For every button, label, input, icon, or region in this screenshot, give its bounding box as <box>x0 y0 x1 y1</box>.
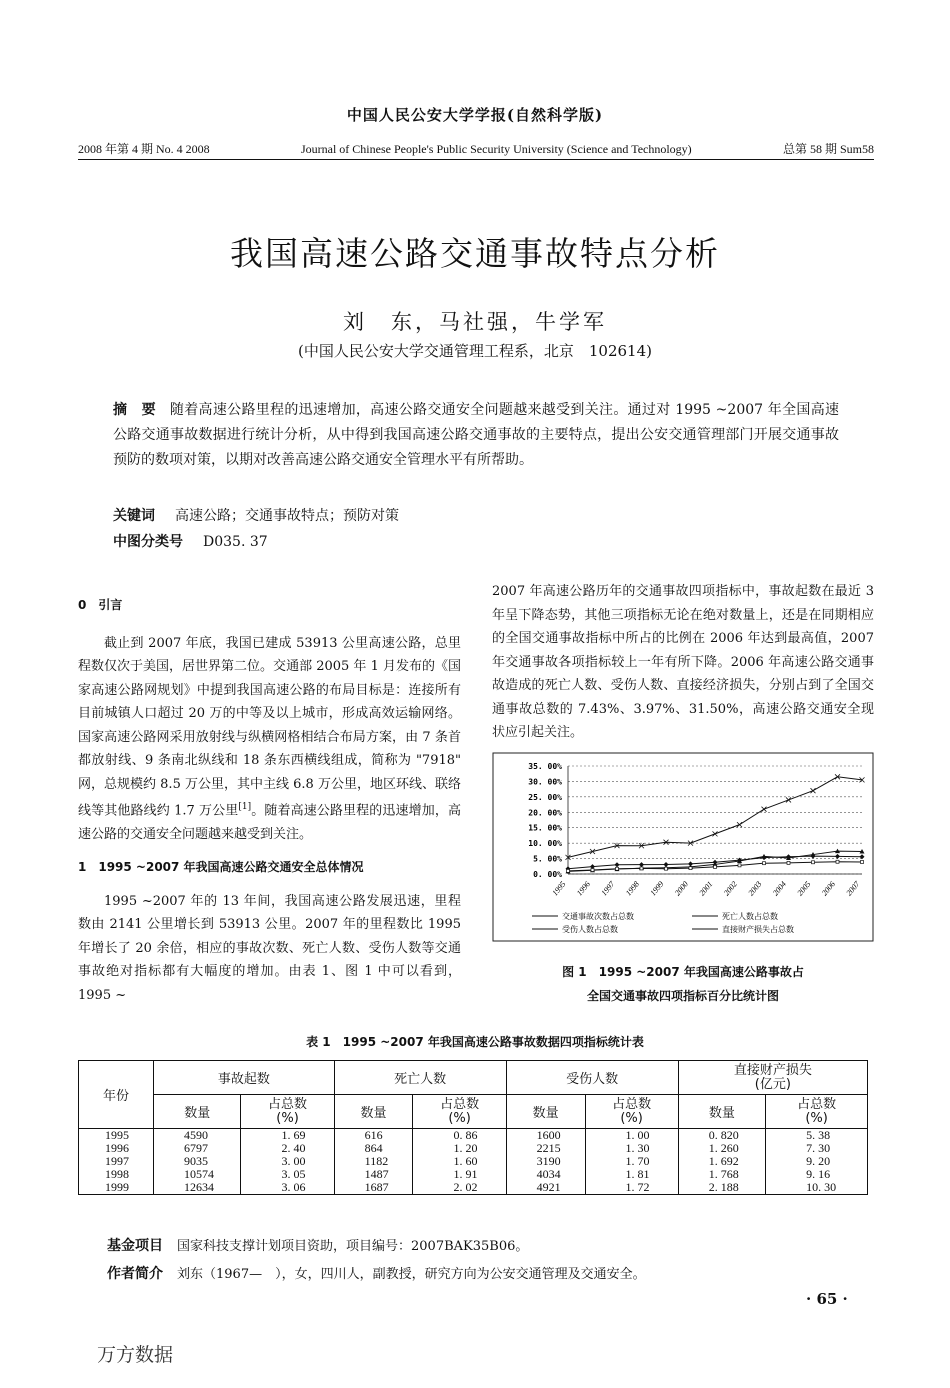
y-tick-label: 30. 00% <box>528 777 562 787</box>
section-1-heading: 1 1995 ~2007 年我国高速公路交通安全总体情况 <box>78 860 364 875</box>
citation-1: [1] <box>238 802 252 812</box>
x-tick-label: 1996 <box>574 879 593 898</box>
issue-center: Journal of Chinese People's Public Security University (Science and Technology) <box>300 142 692 156</box>
data-point <box>763 862 766 865</box>
x-tick-label: 1999 <box>648 879 666 898</box>
table-cell: 1. 20 <box>413 1142 506 1155</box>
table-cell: 2215 <box>506 1142 585 1155</box>
figure-caption-line-2: 全国交通事故四项指标百分比统计图 <box>586 989 779 1003</box>
table-cell: 7. 30 <box>766 1142 868 1155</box>
x-tick-label: 2003 <box>746 879 764 898</box>
table-cell: 2. 188 <box>678 1181 765 1195</box>
x-tick-label: 2002 <box>721 879 740 898</box>
table-cell: 3. 05 <box>241 1168 334 1181</box>
x-tick-label: 2001 <box>697 879 715 898</box>
table-cell: 3. 06 <box>241 1181 334 1195</box>
section-0-heading: 0 引言 <box>78 598 123 612</box>
table-cell: 10574 <box>154 1168 241 1181</box>
watermark: 万方数据 <box>97 1344 174 1366</box>
table-cell: 1. 30 <box>585 1142 678 1155</box>
abstract-label: 摘 要 <box>113 402 156 418</box>
paper-title: 我国高速公路交通事故特点分析 <box>230 234 720 273</box>
authors: 刘 东，马社强，牛学军 <box>343 310 607 334</box>
year-cell: 1998 <box>79 1168 154 1181</box>
keywords-text: 高速公路；交通事故特点；预防对策 <box>175 508 399 524</box>
x-tick-label: 2006 <box>819 879 838 898</box>
table-row <box>79 1181 868 1195</box>
y-tick-label: 25. 00% <box>528 792 562 802</box>
right-column <box>492 580 874 745</box>
table-cell: 1. 91 <box>413 1168 506 1181</box>
table-cell: 1182 <box>334 1155 413 1168</box>
table-cell: 1487 <box>334 1168 413 1181</box>
author-bio <box>107 1263 646 1283</box>
keywords-label: 关键词 <box>113 508 155 524</box>
funding-label: 基金项目 <box>107 1238 163 1254</box>
table-cell: 1. 692 <box>678 1155 765 1168</box>
sub-header-pct: 占总数 (%) <box>766 1095 868 1129</box>
data-point <box>616 867 619 870</box>
sub-header-count: 数量 <box>506 1095 585 1129</box>
x-tick-label: 2007 <box>844 879 862 898</box>
table-cell: 10. 30 <box>766 1181 868 1195</box>
keywords <box>113 505 399 525</box>
table-cell: 4590 <box>154 1129 241 1143</box>
table-cell: 1. 70 <box>585 1155 678 1168</box>
x-tick-label: 2004 <box>770 879 789 898</box>
table-cell: 6797 <box>154 1142 241 1155</box>
table-cell: 3. 00 <box>241 1155 334 1168</box>
legend-label: 交通事故次数占总数 <box>562 912 634 921</box>
table-cell: 0. 820 <box>678 1129 765 1143</box>
table-cell: 864 <box>334 1142 413 1155</box>
table-cell: 1. 60 <box>413 1155 506 1168</box>
table-cell: 2. 40 <box>241 1142 334 1155</box>
issue-right: 总第 58 期 Sum58 <box>782 142 874 156</box>
data-point <box>738 864 741 867</box>
table-cell: 1. 260 <box>678 1142 765 1155</box>
table-row <box>79 1129 868 1143</box>
table-cell: 12634 <box>154 1181 241 1195</box>
table-cell: 1. 72 <box>585 1181 678 1195</box>
x-tick-label: 2005 <box>795 879 813 898</box>
data-point <box>714 865 717 868</box>
bio-label: 作者简介 <box>107 1266 163 1282</box>
x-tick-label: 1998 <box>623 879 642 898</box>
y-tick-label: 20. 00% <box>528 808 562 818</box>
group-header: 受伤人数 <box>506 1061 678 1095</box>
table-cell: 1. 81 <box>585 1168 678 1181</box>
year-cell: 1996 <box>79 1142 154 1155</box>
page-number: · 65 · <box>806 1290 848 1308</box>
sub-header-pct: 占总数 (%) <box>413 1095 506 1129</box>
figure-caption-line-1: 图 1 1995 ~2007 年我国高速公路事故占 <box>562 965 804 979</box>
right-paragraph: 2007 年高速公路历年的交通事故四项指标中，事故起数在最近 3 年呈下降态势，其他三项指标无论在绝对数量上，还是在同期相应的全国交通事故指标中所占的比例在 2006 年达到最高值，2007 年交通事故各项指标较上一年有所下降。2006 年高速公路交通事故造成的死亡人数、受伤人数、直接经济损失，分别占到了全国交通事故总数的 7.43%、3.97%、31.50%，高速公路交通安全现状应引起关注。 <box>492 584 874 740</box>
table-cell: 4921 <box>506 1181 585 1195</box>
sub-header-pct: 占总数 (%) <box>241 1095 334 1129</box>
data-point <box>689 867 692 870</box>
bio-text: 刘东（1967— ），女，四川人，副教授，研究方向为公安交通管理及交通安全。 <box>177 1267 646 1282</box>
data-table <box>78 1060 868 1195</box>
y-tick-label: 0. 00% <box>533 870 562 879</box>
year-cell: 1997 <box>79 1155 154 1168</box>
issue-left: 2008 年第 4 期 No. 4 2008 <box>78 142 210 156</box>
table-cell: 5. 38 <box>766 1129 868 1143</box>
table-cell: 2. 02 <box>413 1181 506 1195</box>
sub-header-count: 数量 <box>678 1095 765 1129</box>
table-cell: 1. 00 <box>585 1129 678 1143</box>
year-header: 年份 <box>79 1061 154 1129</box>
legend-label: 直接财产损失占总数 <box>722 925 794 934</box>
table-cell: 1. 69 <box>241 1129 334 1143</box>
group-header: 死亡人数 <box>334 1061 506 1095</box>
data-point <box>836 860 839 863</box>
data-point <box>812 861 815 864</box>
table-cell: 9. 20 <box>766 1155 868 1168</box>
clc-number <box>113 531 268 551</box>
y-tick-label: 35. 00% <box>528 762 562 771</box>
affiliation: (中国人民公安大学交通管理工程系，北京 102614) <box>298 342 652 360</box>
year-cell: 1999 <box>79 1181 154 1195</box>
y-tick-label: 5. 00% <box>533 854 562 864</box>
table-cell: 1. 768 <box>678 1168 765 1181</box>
sub-header-count: 数量 <box>334 1095 413 1129</box>
legend-label: 死亡人数占总数 <box>722 912 778 921</box>
sub-header-pct: 占总数 (%) <box>585 1095 678 1129</box>
intro-tail: 。随着高速公路里程的迅速增加，高速公路的交通安全问题越来越受到关注。 <box>78 803 461 842</box>
table-cell: 3190 <box>506 1155 585 1168</box>
table-caption: 表 1 1995 ~2007 年我国高速公路事故数据四项指标统计表 <box>306 1035 644 1049</box>
table-cell: 616 <box>334 1129 413 1143</box>
clc-text: D035. 37 <box>203 534 268 550</box>
figure-1-chart <box>492 752 874 942</box>
legend-label: 受伤人数占总数 <box>562 925 618 934</box>
sub-header-count: 数量 <box>154 1095 241 1129</box>
funding-text: 国家科技支撑计划项目资助，项目编号：2007BAK35B06。 <box>177 1239 529 1254</box>
data-point <box>787 861 790 864</box>
table-cell: 9035 <box>154 1155 241 1168</box>
x-tick-label: 2000 <box>672 879 691 898</box>
table-cell: 4034 <box>506 1168 585 1181</box>
table-cell: 0. 86 <box>413 1129 506 1143</box>
y-tick-label: 10. 00% <box>528 839 562 849</box>
data-point <box>567 869 570 872</box>
y-tick-label: 15. 00% <box>528 823 562 833</box>
group-header: 事故起数 <box>154 1061 335 1095</box>
data-point <box>861 860 864 863</box>
x-tick-label: 1995 <box>550 879 568 898</box>
data-point <box>640 867 643 870</box>
left-column <box>78 594 461 1007</box>
figure-caption <box>492 960 874 1008</box>
section-1-paragraph: 1995 ~2007 年的 13 年间，我国高速公路发展迅速，里程数由 2141 公里增长到 53913 公里。2007 年的里程数比 1995 年增长了 20 余倍，相应的事故次数、死亡人数、受伤人数等交通事故绝对指标都有大幅度的增加。由表 1、图 1 中可以看到，1995 ~ <box>78 893 461 1003</box>
intro-text: 截止到 2007 年底，我国已建成 53913 公里高速公路，总里程数仅次于美国，居世界第二位。交通部 2005 年 1 月发布的《国家高速公路网规划》中提到我国高速公路的布局目标是：连接所有目前城镇人口超过 20 万的中等及以上城市，形成高效运输网络。国家高速公路网采用放射线与纵横网格相结合布局方案，由 7 条首都放射线、9 条南北纵线和 18 条东西横线组成，简称为 "7918" 网，总规模约 8.5 万公里，其中主线 6.8 万公里，地区环线、联络线等其他路线约 1.7 万公里 <box>78 635 461 819</box>
table-cell: 1687 <box>334 1181 413 1195</box>
group-header: 直接财产损失 (亿元) <box>678 1061 867 1095</box>
data-point <box>665 867 668 870</box>
funding-note <box>107 1235 528 1255</box>
data-point <box>591 868 594 871</box>
year-cell: 1995 <box>79 1129 154 1143</box>
table-cell: 1600 <box>506 1129 585 1143</box>
abstract <box>113 398 839 473</box>
table-cell: 9. 16 <box>766 1168 868 1181</box>
issue-line <box>78 140 874 160</box>
abstract-text: 随着高速公路里程的迅速增加，高速公路交通安全问题越来越受到关注。通过对 1995 ~2007 年全国高速公路交通事故数据进行统计分析，从中得到我国高速公路交通事故的主要特点，提出公安交通管理部门开展交通事故预防的数项对策，以期对改善高速公路交通安全管理水平有所帮助。 <box>113 402 840 468</box>
clc-label: 中图分类号 <box>113 534 183 550</box>
x-tick-label: 1997 <box>599 879 617 898</box>
intro-paragraph <box>78 632 461 847</box>
journal-name: 中国人民公安大学学报(自然科学版) <box>346 106 604 124</box>
